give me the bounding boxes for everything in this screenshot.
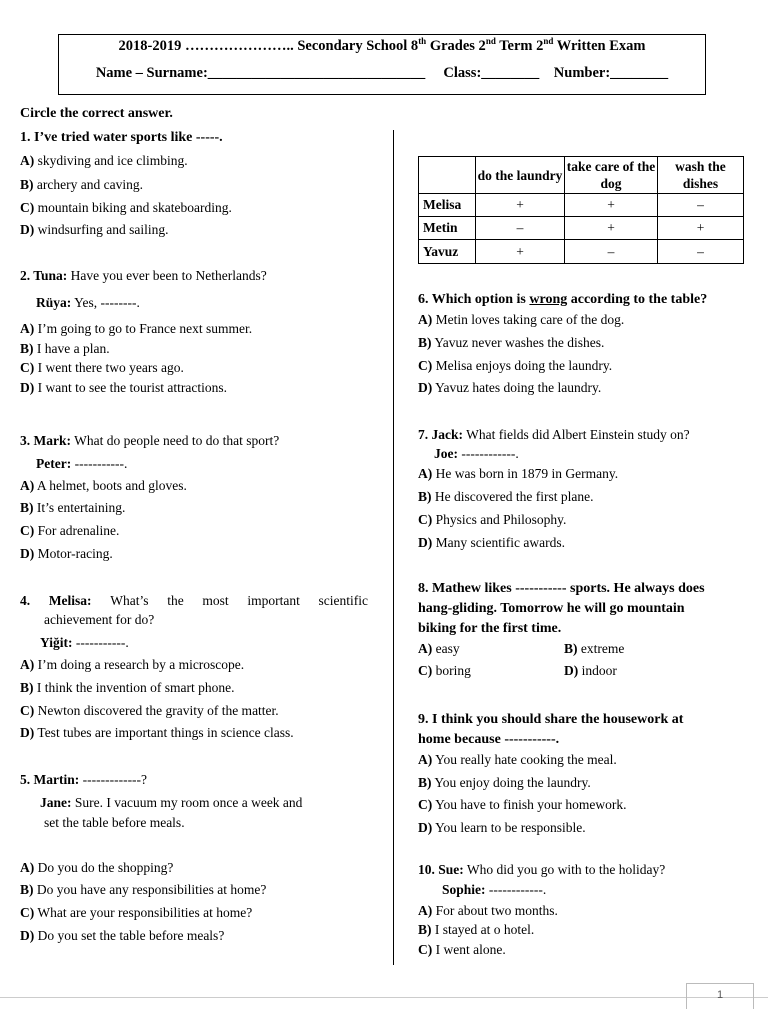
- q5-line1: 5. Martin: -------------?: [20, 772, 148, 787]
- q1-option-b[interactable]: B) archery and caving.: [20, 177, 143, 192]
- table-cell: +: [476, 240, 565, 264]
- table-cell: –: [476, 217, 565, 240]
- q8-option-d[interactable]: D) indoor: [564, 663, 617, 678]
- q8-option-c[interactable]: C) boring: [418, 663, 471, 678]
- q7-option-a[interactable]: A) He was born in 1879 in Germany.: [418, 466, 619, 481]
- q7-line1: 7. Jack: What fields did Albert Einstein study on?: [418, 427, 690, 442]
- table-header-cell: wash the dishes: [658, 157, 744, 194]
- q5-line2: Jane: Sure. I vacuum my room once a week and: [40, 795, 303, 810]
- q6-stem: 6. Which option is wrong according to the table?: [418, 292, 708, 307]
- table-cell: +: [658, 217, 744, 240]
- exam-header: [58, 34, 706, 95]
- q9-stem-line2: home because -----------.: [418, 732, 560, 747]
- q8-stem-line1: 8. Mathew likes ----------- sports. He always does: [418, 581, 705, 596]
- q2-option-c[interactable]: C) I went there two years ago.: [20, 360, 184, 375]
- q5-option-b[interactable]: B) Do you have any responsibilities at home?: [20, 882, 267, 897]
- page-number: 1: [686, 983, 754, 1009]
- chores-table: [418, 156, 744, 264]
- number-field[interactable]: Number:________: [553, 65, 669, 81]
- table-header-row: [419, 157, 744, 194]
- q1-option-c[interactable]: C) mountain biking and skateboarding.: [20, 200, 232, 215]
- q8-option-b[interactable]: B) extreme: [564, 641, 625, 656]
- q10-line1: 10. Sue: Who did you go with to the holiday?: [418, 862, 666, 877]
- q5-option-c[interactable]: C) What are your responsibilities at home?: [20, 905, 253, 920]
- q6-option-b[interactable]: B) Yavuz never washes the dishes.: [418, 335, 605, 350]
- q4-option-d[interactable]: D) Test tubes are important things in science class.: [20, 725, 294, 740]
- q6-option-a[interactable]: A) Metin loves taking care of the dog.: [418, 312, 625, 327]
- q9-option-b[interactable]: B) You enjoy doing the laundry.: [418, 775, 591, 790]
- name-field[interactable]: Name – Surname:______________________________: [95, 65, 426, 81]
- q2-line1: 2. Tuna: Have you ever been to Netherlands?: [20, 268, 267, 283]
- q2-option-b[interactable]: B) I have a plan.: [20, 341, 110, 356]
- q3-option-c[interactable]: C) For adrenaline.: [20, 523, 120, 538]
- q4-line1: 4. Melisa: What’s the most important scientific: [20, 593, 368, 608]
- table-row-name: Melisa: [419, 194, 476, 217]
- q3-option-d[interactable]: D) Motor-racing.: [20, 546, 113, 561]
- q2-option-a[interactable]: A) I’m going to go to France next summer.: [20, 321, 253, 336]
- q6-option-c[interactable]: C) Melisa enjoys doing the laundry.: [418, 358, 613, 373]
- q6-option-d[interactable]: D) Yavuz hates doing the laundry.: [418, 380, 602, 395]
- q7-option-b[interactable]: B) He discovered the first plane.: [418, 489, 594, 504]
- q4-option-b[interactable]: B) I think the invention of smart phone.: [20, 680, 235, 695]
- column-divider: [393, 130, 394, 965]
- q5-option-a[interactable]: A) Do you do the shopping?: [20, 860, 174, 875]
- q8-stem-line2: hang-gliding. Tomorrow he will go mountain: [418, 601, 685, 616]
- q10-option-b[interactable]: B) I stayed at o hotel.: [418, 922, 535, 937]
- table-row-name: Metin: [419, 217, 476, 240]
- q7-option-d[interactable]: D) Many scientific awards.: [418, 535, 565, 550]
- table-cell: +: [565, 194, 658, 217]
- table-cell: +: [565, 217, 658, 240]
- q9-option-c[interactable]: C) You have to finish your homework.: [418, 797, 627, 812]
- q3-line1: 3. Mark: What do people need to do that sport?: [20, 433, 280, 448]
- q3-option-a[interactable]: A) A helmet, boots and gloves.: [20, 478, 187, 493]
- table-header-cell: do the laundry: [476, 157, 565, 194]
- footer-line: [0, 997, 768, 998]
- q2-line2: Rüya: Yes, --------.: [36, 295, 140, 310]
- q5-option-d[interactable]: D) Do you set the table before meals?: [20, 928, 225, 943]
- class-field[interactable]: Class:________: [443, 65, 540, 81]
- q7-line2: Joe: ------------.: [434, 446, 519, 461]
- q3-line2: Peter: -----------.: [36, 456, 128, 471]
- q3-option-b[interactable]: B) It’s entertaining.: [20, 500, 126, 515]
- q9-option-a[interactable]: A) You really hate cooking the meal.: [418, 752, 617, 767]
- table-row-name: Yavuz: [419, 240, 476, 264]
- table-cell: –: [658, 194, 744, 217]
- exam-title: 2018-2019 ………………….. Secondary School 8th Grades 2nd Term 2nd Written Exam: [118, 36, 646, 54]
- q4-option-a[interactable]: A) I’m doing a research by a microscope.: [20, 657, 245, 672]
- q4-option-c[interactable]: C) Newton discovered the gravity of the matter.: [20, 703, 279, 718]
- table-cell: +: [476, 194, 565, 217]
- q9-option-d[interactable]: D) You learn to be responsible.: [418, 820, 586, 835]
- q10-line2: Sophie: ------------.: [442, 882, 547, 897]
- q9-stem-line1: 9. I think you should share the housework at: [418, 712, 684, 727]
- table-row: [419, 194, 744, 217]
- table-corner-cell: [419, 157, 476, 194]
- q1-stem: 1. I’ve tried water sports like -----.: [20, 130, 223, 145]
- table-header-cell: take care of the dog: [565, 157, 658, 194]
- q1-option-a[interactable]: A) skydiving and ice climbing.: [20, 153, 188, 168]
- table-cell: –: [565, 240, 658, 264]
- q8-option-a[interactable]: A) easy: [418, 641, 460, 656]
- table-cell: –: [658, 240, 744, 264]
- q10-option-c[interactable]: C) I went alone.: [418, 942, 506, 957]
- q8-stem-line3: biking for the first time.: [418, 621, 562, 636]
- instruction: Circle the correct answer.: [20, 106, 173, 121]
- q1-option-d[interactable]: D) windsurfing and sailing.: [20, 222, 169, 237]
- q4-line2: Yiğit: -----------.: [40, 635, 129, 650]
- q7-option-c[interactable]: C) Physics and Philosophy.: [418, 512, 567, 527]
- q5-line2b: set the table before meals.: [44, 815, 185, 830]
- q10-option-a[interactable]: A) For about two months.: [418, 903, 558, 918]
- q2-option-d[interactable]: D) I want to see the tourist attractions.: [20, 380, 227, 395]
- table-row: [419, 217, 744, 240]
- student-info-line: [59, 65, 705, 82]
- table-row: [419, 240, 744, 264]
- q4-line1b: achievement for do?: [44, 612, 155, 627]
